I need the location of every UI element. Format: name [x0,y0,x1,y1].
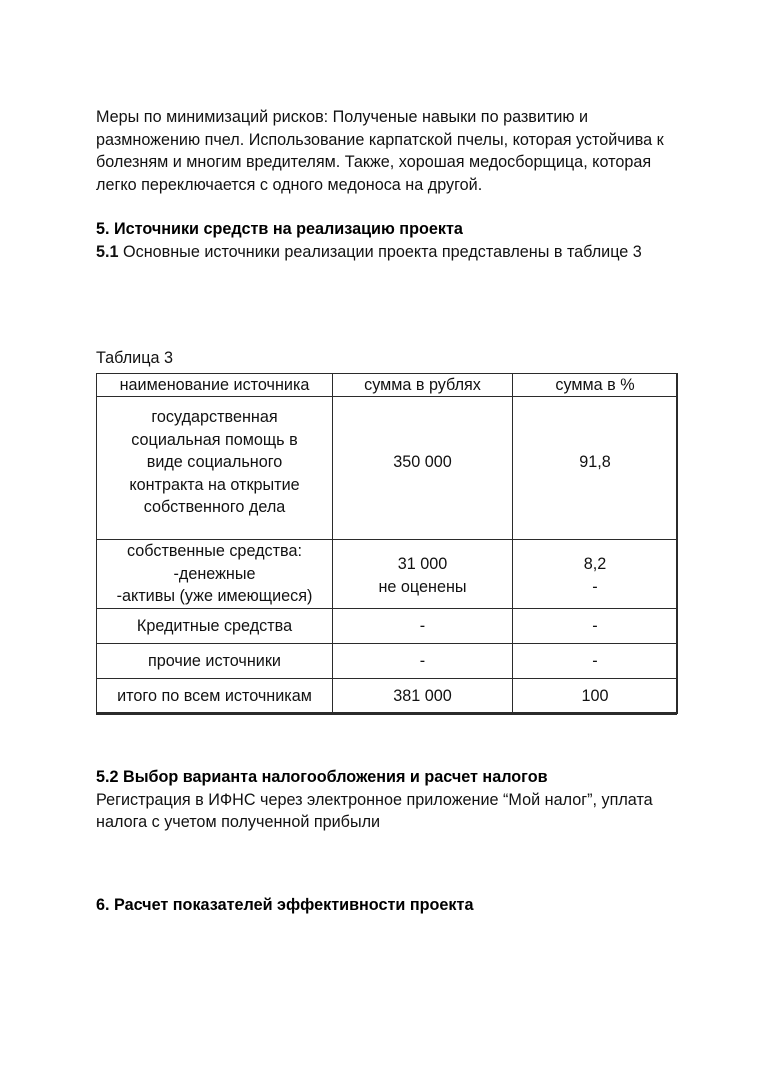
header-cell-percent: сумма в % [513,373,678,396]
cell-amount-rubles: 381 000 [333,678,513,713]
cell-line: контракта на открытие [129,475,300,494]
header-cell-name: наименование источника [97,373,333,396]
section-5-1-number: 5.1 [96,242,119,261]
cell-line: - [592,577,598,596]
cell-amount-rubles [333,396,513,539]
cell-line: государственная [151,407,278,426]
table-row [97,539,678,608]
cell-line: виде социального [146,453,283,472]
cell-line: социальная помощь в [131,430,298,449]
cell-amount-percent [513,539,678,608]
section-5-1-text: Основные источники реализации проекта представлены в таблице 3 [118,242,642,261]
section-5-heading: 5. Источники средств на реализацию проекта [96,220,463,239]
cell-line: 350 000 [393,452,452,471]
cell-amount-percent: 100 [513,678,678,713]
table-caption: Таблица 3 [96,348,173,367]
header-cell-rubles: сумма в рублях [333,373,513,396]
spacer [96,834,681,894]
cell-amount-rubles: - [333,643,513,678]
table-row-total [97,678,678,713]
spacer [96,714,681,766]
cell-line: 31 000 [397,555,448,574]
cell-amount-percent: - [513,608,678,643]
cell-line: собственные средства: [127,542,302,561]
cell-amount-percent: - [513,643,678,678]
cell-source-name: Кредитные средства [97,608,333,643]
sources-table [96,373,678,714]
cell-amount-rubles [333,539,513,608]
table-wrapper [96,373,677,714]
cell-source-name: итого по всем источникам [97,678,333,713]
section-6-heading: 6. Расчет показателей эффективности проекта [96,895,474,914]
table-row [97,643,678,678]
table-row [97,396,678,539]
intro-paragraph: Меры по минимизаций рисков: Полученые навыки по развитию и размножению пчел. Использование карпатской пчелы, которая устойчива к болезням и многим вредителям. Также, хорошая медосборщица, которая легко переключается с одного медоноса на другой. [96,108,664,194]
cell-amount-percent [513,396,678,539]
section-5-2-paragraph: Регистрация в ИФНС через электронное приложение “Мой налог”, уплата налога с учетом полученной прибыли [96,790,653,832]
cell-source-name: прочие источники [97,643,333,678]
spacer [96,196,681,218]
cell-line: 91,8 [579,452,611,471]
cell-source-name [97,396,333,539]
cell-line: собственного дела [143,498,286,517]
table-header-row [97,373,678,396]
cell-line: -денежные [173,564,256,583]
cell-line: 8,2 [583,555,607,574]
cell-amount-rubles: - [333,608,513,643]
cell-source-name [97,539,333,608]
cell-line: не оценены [378,577,467,596]
cell-line: -активы (уже имеющиеся) [116,587,313,606]
section-5-1-paragraph [96,241,681,264]
table-row [97,608,678,643]
section-5-2-heading: 5.2 Выбор варианта налогообложения и расчет налогов [96,767,548,786]
document-content [96,106,681,916]
spacer [96,264,681,348]
